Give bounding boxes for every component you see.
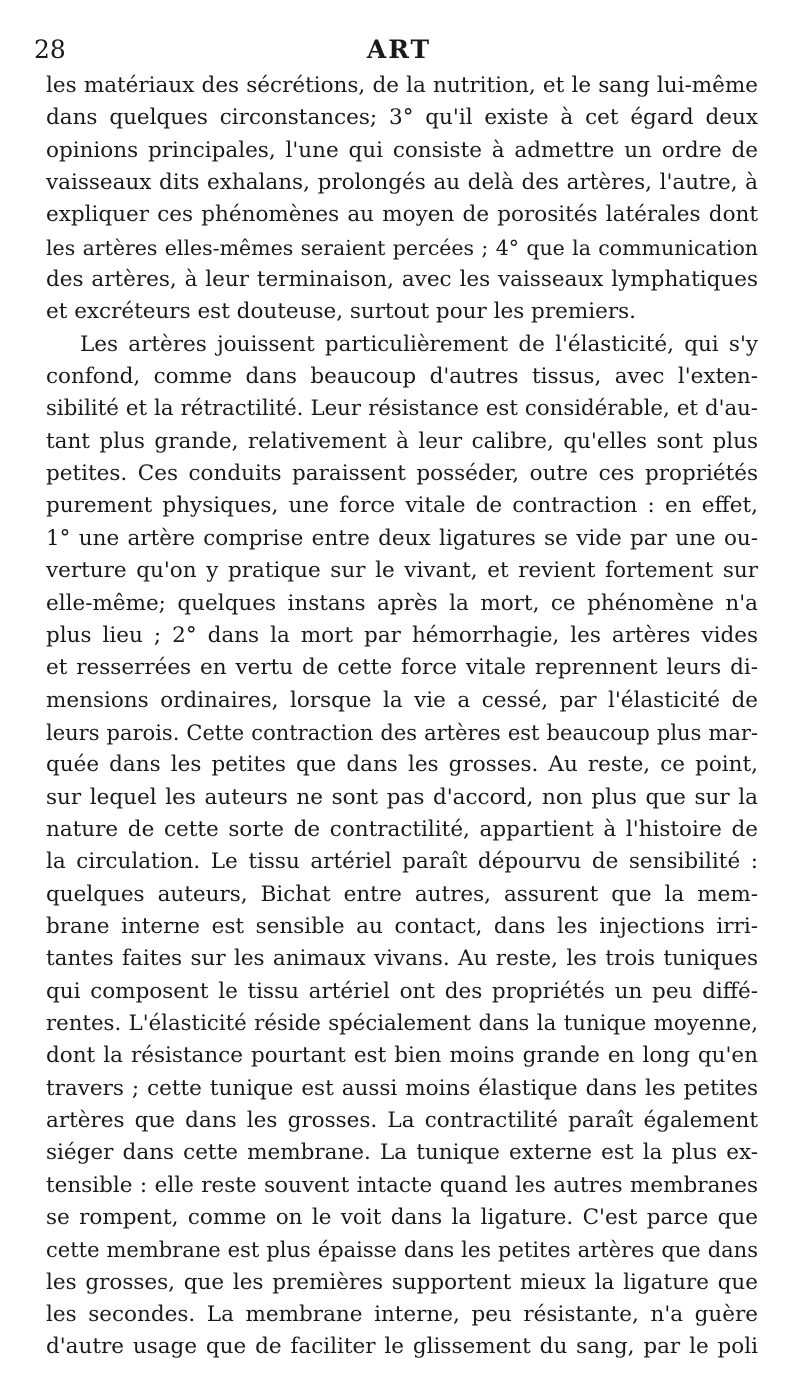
text-line: opinions principales, l'une qui consiste à admettre un ordre de (46, 137, 758, 163)
text-line: artères que dans les grosses. La contractilité paraît également (46, 1108, 758, 1133)
text-line: petites. Ces conduits paraissent posséder, outre ces propriétés (46, 461, 758, 487)
text-line: dont la résistance pourtant est bien moins grande en long qu'en (46, 1043, 758, 1069)
text-line: nature de cette sorte de contractilité, appartient à l'histoire de (46, 816, 758, 842)
text-line: qui composent le tissu artériel ont des propriétés un peu diffé- (46, 978, 758, 1004)
text-line: plus lieu ; 2° dans la mort par hémorrhagie, les artères vides (46, 622, 758, 648)
text-line: tant plus grande, relativement à leur calibre, qu'elles sont plus (46, 428, 758, 454)
text-line: les grosses, que les premières supportent mieux la ligature que (46, 1269, 758, 1295)
page-body (46, 70, 758, 1364)
text-line: les secondes. La membrane interne, peu résistante, n'a guère (46, 1302, 758, 1328)
text-line: 1° une artère comprise entre deux ligatures se vide par une ou- (46, 525, 758, 551)
text-line: Les artères jouissent particulièrement de l'élasticité, qui s'y (80, 331, 758, 357)
text-line: se rompent, comme on le voit dans la ligature. C'est parce que (46, 1205, 758, 1231)
text-line: elle-même; quelques instans après la mort, ce phénomène n'a (46, 590, 758, 616)
text-line: mensions ordinaires, lorsque la vie a cessé, par l'élasticité de (46, 687, 758, 713)
text-line: leurs parois. Cette contraction des artères est beaucoup plus mar- (46, 720, 758, 745)
text-line: quelques auteurs, Bichat entre autres, assurent que la mem- (46, 881, 758, 907)
text-line: travers ; cette tunique est aussi moins élastique dans les petites (46, 1075, 758, 1101)
text-line: siéger dans cette membrane. La tunique externe est la plus ex- (46, 1140, 758, 1166)
text-line: les matériaux des sécrétions, de la nutrition, et le sang lui-même (46, 73, 758, 98)
text-line: et excréteurs est douteuse, surtout pour les premiers. (46, 299, 636, 325)
text-line: sibilité et la rétractilité. Leur résistance est considérable, et d'au- (46, 396, 758, 422)
text-line: quée dans les petites que dans les grosses. Au reste, ce point, (46, 752, 758, 778)
text-line: confond, comme dans beaucoup d'autres tissus, avec l'exten- (46, 364, 758, 390)
page-number: 28 (34, 35, 66, 64)
text-line: purement physiques, une force vitale de contraction : en effet, (46, 493, 758, 519)
text-line: verture qu'on y pratique sur le vivant, et revient fortement sur (46, 558, 758, 584)
text-line: vaisseaux dits exhalans, prolongés au delà des artères, l'autre, à (46, 170, 758, 196)
text-line: et resserrées en vertu de cette force vitale reprennent leurs di- (46, 655, 758, 681)
page-header (34, 30, 764, 70)
text-line: sur lequel les auteurs ne sont pas d'accord, non plus que sur la (46, 784, 758, 810)
text-line: tensible : elle reste souvent intacte quand les autres membranes (46, 1172, 758, 1198)
text-line: d'autre usage que de faciliter le glissement du sang, par le poli (46, 1334, 758, 1360)
text-line: les artères elles-mêmes seraient percées ; 4° que la communication (46, 235, 758, 260)
running-head: ART (366, 35, 432, 64)
text-line: la circulation. Le tissu artériel paraît dépourvu de sensibilité : (46, 849, 758, 875)
text-line: cette membrane est plus épaisse dans les petites artères que dans (46, 1238, 758, 1263)
text-line: des artères, à leur terminaison, avec les vaisseaux lymphatiques (46, 267, 758, 293)
text-line: tantes faites sur les animaux vivans. Au reste, les trois tuniques (46, 946, 758, 972)
text-line: rentes. L'élasticité réside spécialement dans la tunique moyenne, (46, 1010, 758, 1036)
text-line: brane interne est sensible au contact, dans les injections irri- (46, 913, 758, 939)
text-line: dans quelques circonstances; 3° qu'il existe à cet égard deux (46, 105, 758, 131)
text-line: expliquer ces phénomènes au moyen de porosités latérales dont (46, 202, 758, 228)
